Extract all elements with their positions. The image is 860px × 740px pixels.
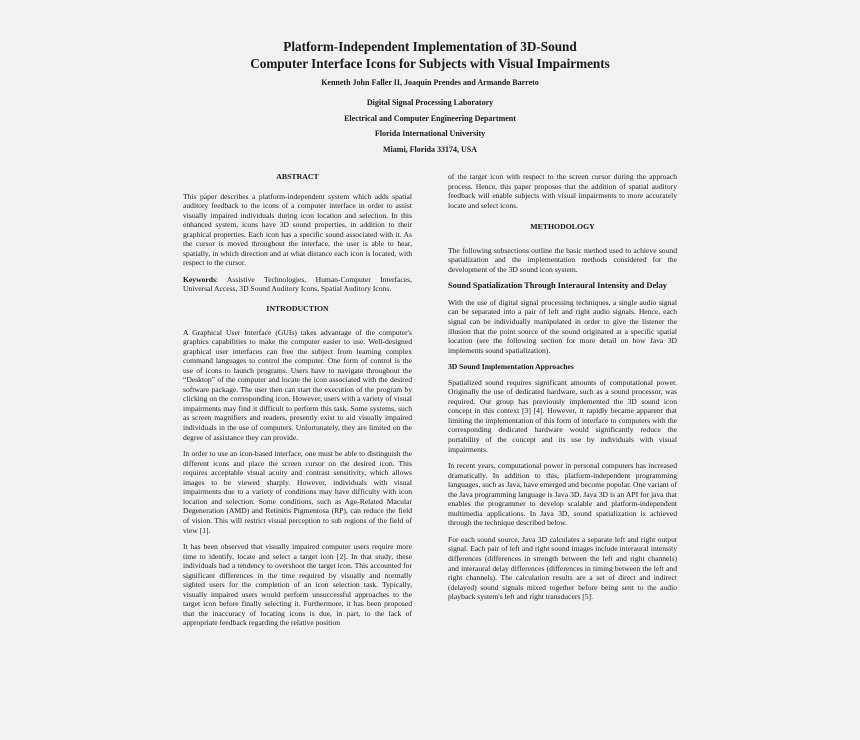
affiliation-university: Florida International University — [374, 129, 486, 138]
intro-paragraph-2: In order to use an icon-based interface, one must be able to distinguish the different icons and place the screen cursor on the desired icon. This requires acceptable visual acuity and contrast sensitivity, which allows images to be viewed sharply. However, individuals with visual impairments due to a variety of conditions may have difficulty with icon location and selection. Some conditions, such as Age-Related Macular Degeneration (AMD) and Retinitis Pigmentosa (RP), can reduce the field of vision. This will restrict visual perception to sub regions of the field of view [1]. — [183, 449, 412, 535]
approaches-paragraph-1: Spatialized sound requires significant amounts of computational power. Originally the use of dedicated hardware, such as a sound processor, was required. Our group has previously implemented the 3D sound icon concept in this context [3] [4]. However, it rapidly became apparent that limiting the implementation of this form of interface to computers with the corresponding dedicated hardware would significantly reduce the portability of the concept and its use by individuals with visual impairments. — [448, 377, 677, 454]
paper-header — [0, 38, 860, 157]
abstract-heading: ABSTRACT — [276, 172, 319, 181]
intro-paragraph-3: It has been observed that visually impaired computer users require more time to identify, locate and select a target icon [2]. In that study, these individuals had a tendency to overshoot the target icon. This accounted for significant differences in the time required by visually and normally sighted users for the completion of an icon selection task. Typically, visually impaired users would perform unsuccessful approaches to the target icon before finally selecting it. Furthermore, it has been proposed that the inaccuracy of locating icons is due, in part, to the lack of appropriate feedback regarding the relative position — [183, 542, 412, 628]
right-column — [448, 172, 677, 609]
subsection-heading-approaches: 3D Sound Implementation Approaches — [448, 362, 574, 372]
left-column — [183, 172, 412, 635]
affiliation-department: Electrical and Computer Engineering Department — [344, 113, 516, 123]
paper-title-line2: Computer Interface Icons for Subjects with Visual Impairments — [250, 56, 610, 71]
paper-affiliation — [0, 95, 860, 157]
methodology-paragraph: The following subsections outline the basic method used to achieve sound spatialization and the implementation methods considered for the development of the 3D sound icon system. — [448, 245, 677, 274]
paper-authors: Kenneth John Faller II, Joaquin Prendes and Armando Barreto — [321, 78, 539, 87]
spatialization-paragraph: With the use of digital signal processing techniques, a single audio signal can be separated into a pair of left and right audio signals. Hence, each signal can be individually manipulated in order to give the listener the illusion that the point source of the sound originated at a specific spatial location (see the following section for more detail on how Java 3D implements sound spatialization). — [448, 297, 677, 355]
methodology-heading: METHODOLOGY — [530, 222, 595, 232]
approaches-paragraph-2: In recent years, computational power in personal computers has increased dramatically. In addition to this, platform-independent programming languages, such as Java, have emerged and become popular. One variant of the Java programming language is Java 3D. Java 3D is an API for java that enables the programmer to develop scalable and platform-independent multimedia applications. In Java 3D, sound spatialization is achieved through the technique described below. — [448, 461, 677, 528]
paper-title-line1: Platform-Independent Implementation of 3D-Sound — [283, 39, 577, 54]
affiliation-address: Miami, Florida 33174, USA — [383, 144, 477, 154]
keywords-text: : Assistive Technologies, Human-Computer Interfaces, Universal Access, 3D Sound Auditory Icons, Spatial Auditory Icons. — [183, 274, 412, 294]
abstract-text: This paper describes a platform-independent system which adds spatial auditory feedback to the icons of a computer interface in order to assist visually impaired individuals during icon location and selection. In this enhanced system, icons have 3D sound properties, in addition to their graphical properties. Each icon has a specific sound associated with it. As the cursor is moved throughout the interface, the user is able to hear, spatially, in which direction and at what distance each icon is located, with respect to the cursor. — [183, 191, 412, 268]
affiliation-lab: Digital Signal Processing Laboratory — [366, 98, 494, 107]
keywords-label: Keywords — [183, 274, 216, 284]
subsection-heading-spatialization: Sound Spatialization Through Interaural Intensity and Delay — [448, 281, 667, 291]
approaches-paragraph-3: For each sound source, Java 3D calculates a separate left and right output signal. Each pair of left and right sound images include interaural intensity differences (differences in strength between the left and right channels) and interaural delay differences (differences in timing between the left and right channels). The calculation results are a set of direct and indirect (delayed) sound signals mixed together before being sent to the audio playback system's left and right transducers [5]. — [448, 534, 677, 602]
keywords — [183, 275, 412, 294]
intro-paragraph-3-continued: of the target icon with respect to the screen cursor during the approach process. Hence, this paper proposes that the addition of spatial auditory feedback will enable subjects with visual impairments to more accurately locate and select icons. — [448, 172, 677, 210]
introduction-heading: INTRODUCTION — [266, 304, 329, 314]
intro-paragraph-1: A Graphical User Interface (GUIs) takes advantage of the computer's graphics capabilities to make the computer easier to use. Well-designed graphical user interfaces can free the subject from learning complex command languages to control the computer. One form of control is the use of icons to launch programs. Users have to navigate throughout the “Desktop” of the computer and locate the icon associated with the desired software package. The user then can start the execution of the program by clicking on the corresponding icon. However, users with a variety of visual impairments may find it difficult to perform this task. Some systems, such as screen magnifiers and readers, presently exist to aid visually impaired individuals in the use of computers. Unfortunately, they are limited on the degree of assistance they can provide. — [183, 327, 412, 442]
